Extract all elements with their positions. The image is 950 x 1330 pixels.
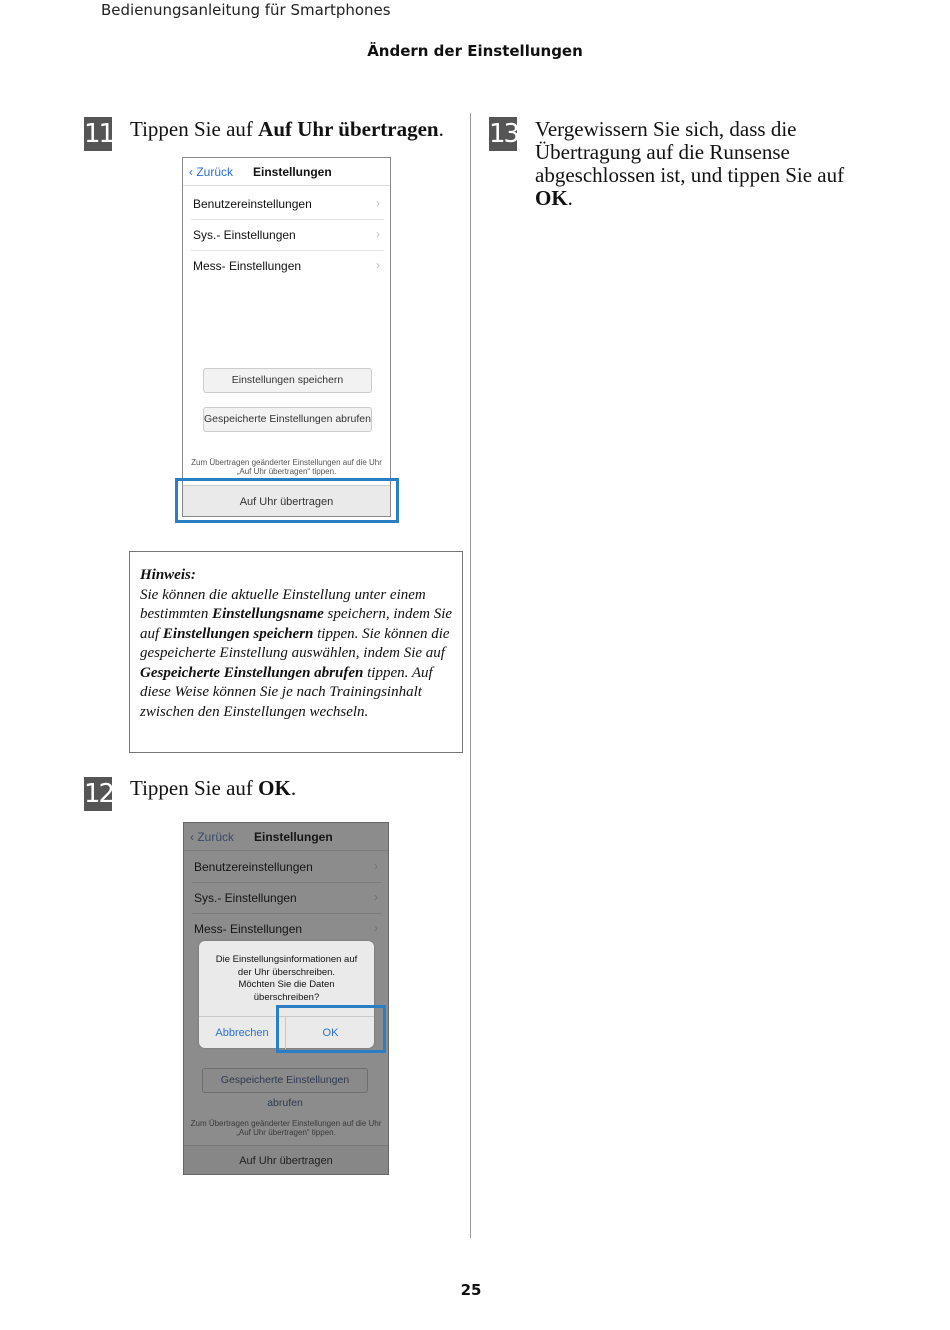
- transfer-to-watch-button[interactable]: Auf Uhr übertragen: [184, 1145, 388, 1175]
- step-number-11: 11: [84, 119, 114, 149]
- list-item-label: Benutzereinstellungen: [193, 197, 312, 211]
- confirm-screenshot: [183, 822, 389, 1175]
- nav-bar: [183, 158, 390, 186]
- cancel-button[interactable]: Abbrechen: [199, 1017, 286, 1049]
- note-heading: Hinweis:: [140, 567, 196, 583]
- step-11-text: Tippen Sie auf Auf Uhr übertragen.: [130, 117, 444, 141]
- nav-title: Einstellungen: [254, 830, 333, 844]
- chevron-right-icon: ›: [376, 227, 380, 241]
- chevron-right-icon: ›: [376, 196, 380, 210]
- recall-settings-button[interactable]: Gespeicherte Einstellungen abrufen: [203, 407, 372, 432]
- section-title: Ändern der Einstellungen: [367, 42, 583, 60]
- chevron-right-icon: ›: [376, 258, 380, 272]
- transfer-to-watch-button[interactable]: Auf Uhr übertragen: [183, 485, 390, 517]
- chevron-left-icon: ‹: [190, 830, 194, 844]
- step-number-12: 12: [84, 779, 114, 809]
- chevron-right-icon: ›: [374, 890, 378, 904]
- column-divider: [470, 113, 471, 1238]
- list-item-mess-einstellungen[interactable]: [191, 251, 384, 282]
- ok-button[interactable]: OK: [322, 1027, 339, 1039]
- chevron-left-icon: ‹: [189, 165, 193, 179]
- step-12-text: Tippen Sie auf OK.: [130, 776, 297, 800]
- step-13-text: Vergewissern Sie sich, dass die Übertragung auf die Runsense abgeschlossen ist, und tippen Sie auf OK.: [535, 117, 845, 210]
- recall-settings-button[interactable]: Gespeicherte Einstellungen abrufen: [202, 1068, 368, 1093]
- list-item-label: Sys.- Einstellungen: [193, 228, 296, 242]
- back-button[interactable]: ‹ Zurück: [189, 165, 234, 179]
- highlight-frame: [175, 478, 399, 523]
- nav-bar: [184, 823, 388, 851]
- list-item-benutzereinstellungen[interactable]: [192, 852, 382, 883]
- chevron-right-icon: ›: [374, 921, 378, 935]
- highlight-frame: [276, 1005, 386, 1053]
- list-item-sys-einstellungen[interactable]: [191, 220, 384, 251]
- list-item-label: Benutzereinstellungen: [194, 860, 313, 874]
- settings-screenshot: [182, 157, 391, 517]
- list-item-sys-einstellungen[interactable]: [192, 883, 382, 914]
- page-number: 25: [460, 1281, 482, 1299]
- list-item-label: Mess- Einstellungen: [193, 259, 302, 273]
- note-body: Sie können die aktuelle Einstellung unter einem bestimmten Einstellungsname speichern, indem Sie auf Einstellungen speichern tippen. Sie können die gespeicherte Einstellung auswählen, indem Sie auf Gespeicherte Einstellungen abrufen tippen. Auf diese Weise können Sie je nach Trainingsinhalt zwischen den Einstellungen wechseln.: [140, 586, 453, 720]
- document-title: Bedienungsanleitung für Smartphones: [101, 1, 391, 19]
- transfer-footnote: Zum Übertragen geänderter Einstellungen auf die Uhr „Auf Uhr übertragen“ tippen.: [190, 1119, 382, 1137]
- chevron-right-icon: ›: [374, 859, 378, 873]
- list-item-label: Sys.- Einstellungen: [194, 891, 297, 905]
- transfer-footnote: Zum Übertragen geänderter Einstellungen auf die Uhr „Auf Uhr übertragen“ tippen.: [191, 458, 382, 476]
- alert-message: Die Einstellungsinformationen auf der Uhr überschreiben. Möchten Sie die Daten überschreiben?: [215, 954, 358, 1003]
- list-item-benutzereinstellungen[interactable]: [191, 189, 384, 220]
- list-item-label: Mess- Einstellungen: [194, 922, 303, 936]
- save-settings-button[interactable]: Einstellungen speichern: [203, 368, 372, 393]
- back-button[interactable]: ‹ Zurück: [190, 830, 235, 844]
- note-box: [129, 551, 463, 753]
- nav-title: Einstellungen: [253, 165, 332, 179]
- step-number-13: 13: [489, 119, 519, 149]
